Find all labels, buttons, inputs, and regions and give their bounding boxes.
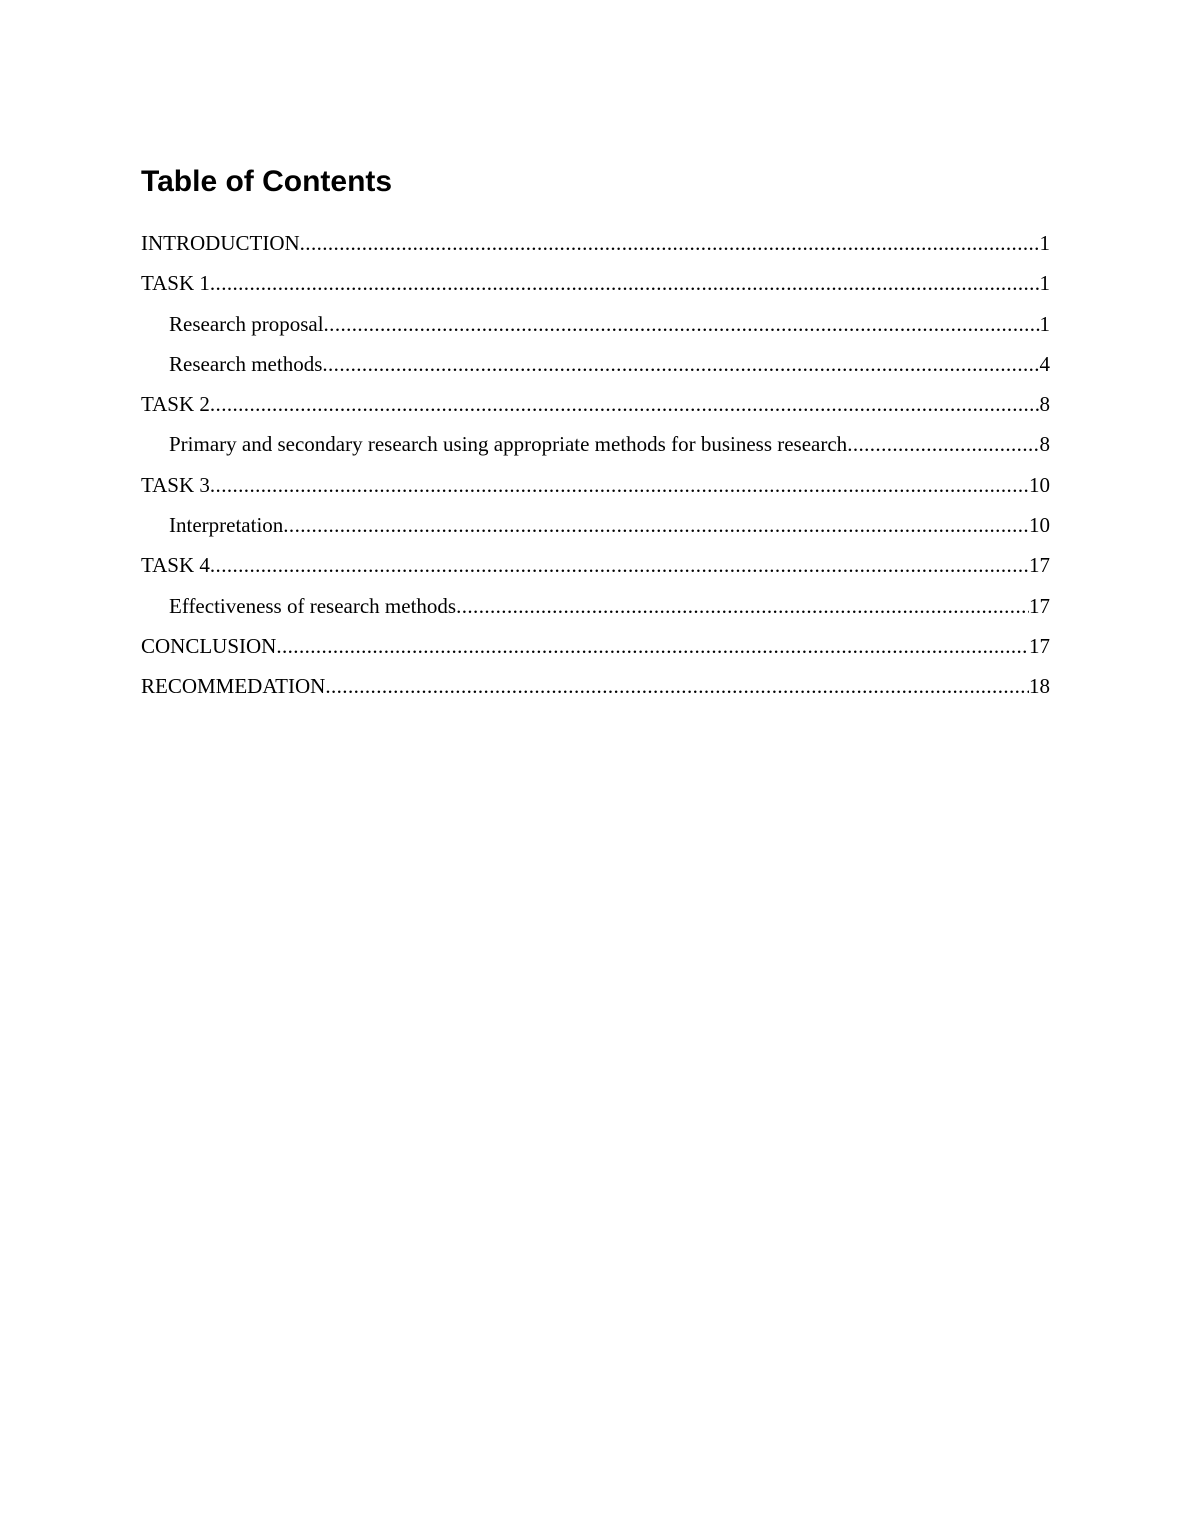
toc-entry-label: TASK 3 xyxy=(141,472,210,497)
toc-entry-page-number: 4 xyxy=(1039,351,1050,376)
toc-entry-page-number: 10 xyxy=(1029,513,1050,538)
toc-entry-page-number: 17 xyxy=(1029,633,1050,658)
toc-list xyxy=(141,228,1050,712)
toc-entry-label: Effectiveness of research methods xyxy=(169,593,457,618)
dot-leader xyxy=(847,429,1039,459)
toc-entry-label: Interpretation xyxy=(169,513,284,538)
dot-leader xyxy=(210,470,1029,500)
dot-leader xyxy=(210,550,1029,580)
toc-entry-page-number: 1 xyxy=(1039,271,1050,296)
toc-entry-label: INTRODUCTION xyxy=(141,231,300,255)
dot-leader xyxy=(276,631,1029,661)
toc-entry-label: TASK 1 xyxy=(141,271,210,296)
toc-entry-page-number: 1 xyxy=(1039,231,1050,255)
toc-entry-task-3[interactable] xyxy=(141,470,1050,510)
toc-entry-interpretation[interactable] xyxy=(141,510,1050,550)
toc-entry-research-methods[interactable] xyxy=(141,349,1050,389)
toc-entry-page-number: 10 xyxy=(1029,472,1050,497)
dot-leader xyxy=(456,591,1029,621)
toc-entry-task-4[interactable] xyxy=(141,550,1050,590)
toc-entry-page-number: 1 xyxy=(1039,311,1050,336)
toc-heading: Table of Contents xyxy=(141,165,393,198)
toc-entry-page-number: 17 xyxy=(1029,553,1050,578)
toc-entry-page-number: 8 xyxy=(1039,432,1050,457)
toc-entry-effectiveness-of-research-methods[interactable] xyxy=(141,591,1050,631)
toc-entry-label: TASK 4 xyxy=(141,553,210,578)
dot-leader xyxy=(210,389,1040,419)
toc-entry-recommendation[interactable] xyxy=(141,671,1050,711)
toc-entry-label: Primary and secondary research using appropriate methods for business research xyxy=(169,432,848,457)
dot-leader xyxy=(325,671,1029,701)
dot-leader xyxy=(324,309,1040,339)
toc-entry-page-number: 17 xyxy=(1029,593,1050,618)
dot-leader xyxy=(283,510,1029,540)
toc-entry-label: Research proposal xyxy=(169,311,324,336)
toc-entry-introduction[interactable] xyxy=(141,228,1050,268)
toc-entry-primary-secondary-research[interactable] xyxy=(141,429,1050,469)
toc-entry-task-2[interactable] xyxy=(141,389,1050,429)
toc-entry-label: Research methods xyxy=(169,351,323,376)
dot-leader xyxy=(210,268,1040,298)
toc-entry-task-1[interactable] xyxy=(141,268,1050,308)
toc-entry-research-proposal[interactable] xyxy=(141,309,1050,349)
dot-leader xyxy=(300,228,1040,258)
toc-entry-label: TASK 2 xyxy=(141,392,210,417)
dot-leader xyxy=(322,349,1039,379)
toc-entry-label: RECOMMEDATION xyxy=(141,674,326,699)
toc-entry-page-number: 18 xyxy=(1029,674,1050,699)
toc-entry-label: CONCLUSION xyxy=(141,633,277,658)
toc-entry-conclusion[interactable] xyxy=(141,631,1050,671)
toc-entry-page-number: 8 xyxy=(1039,392,1050,417)
